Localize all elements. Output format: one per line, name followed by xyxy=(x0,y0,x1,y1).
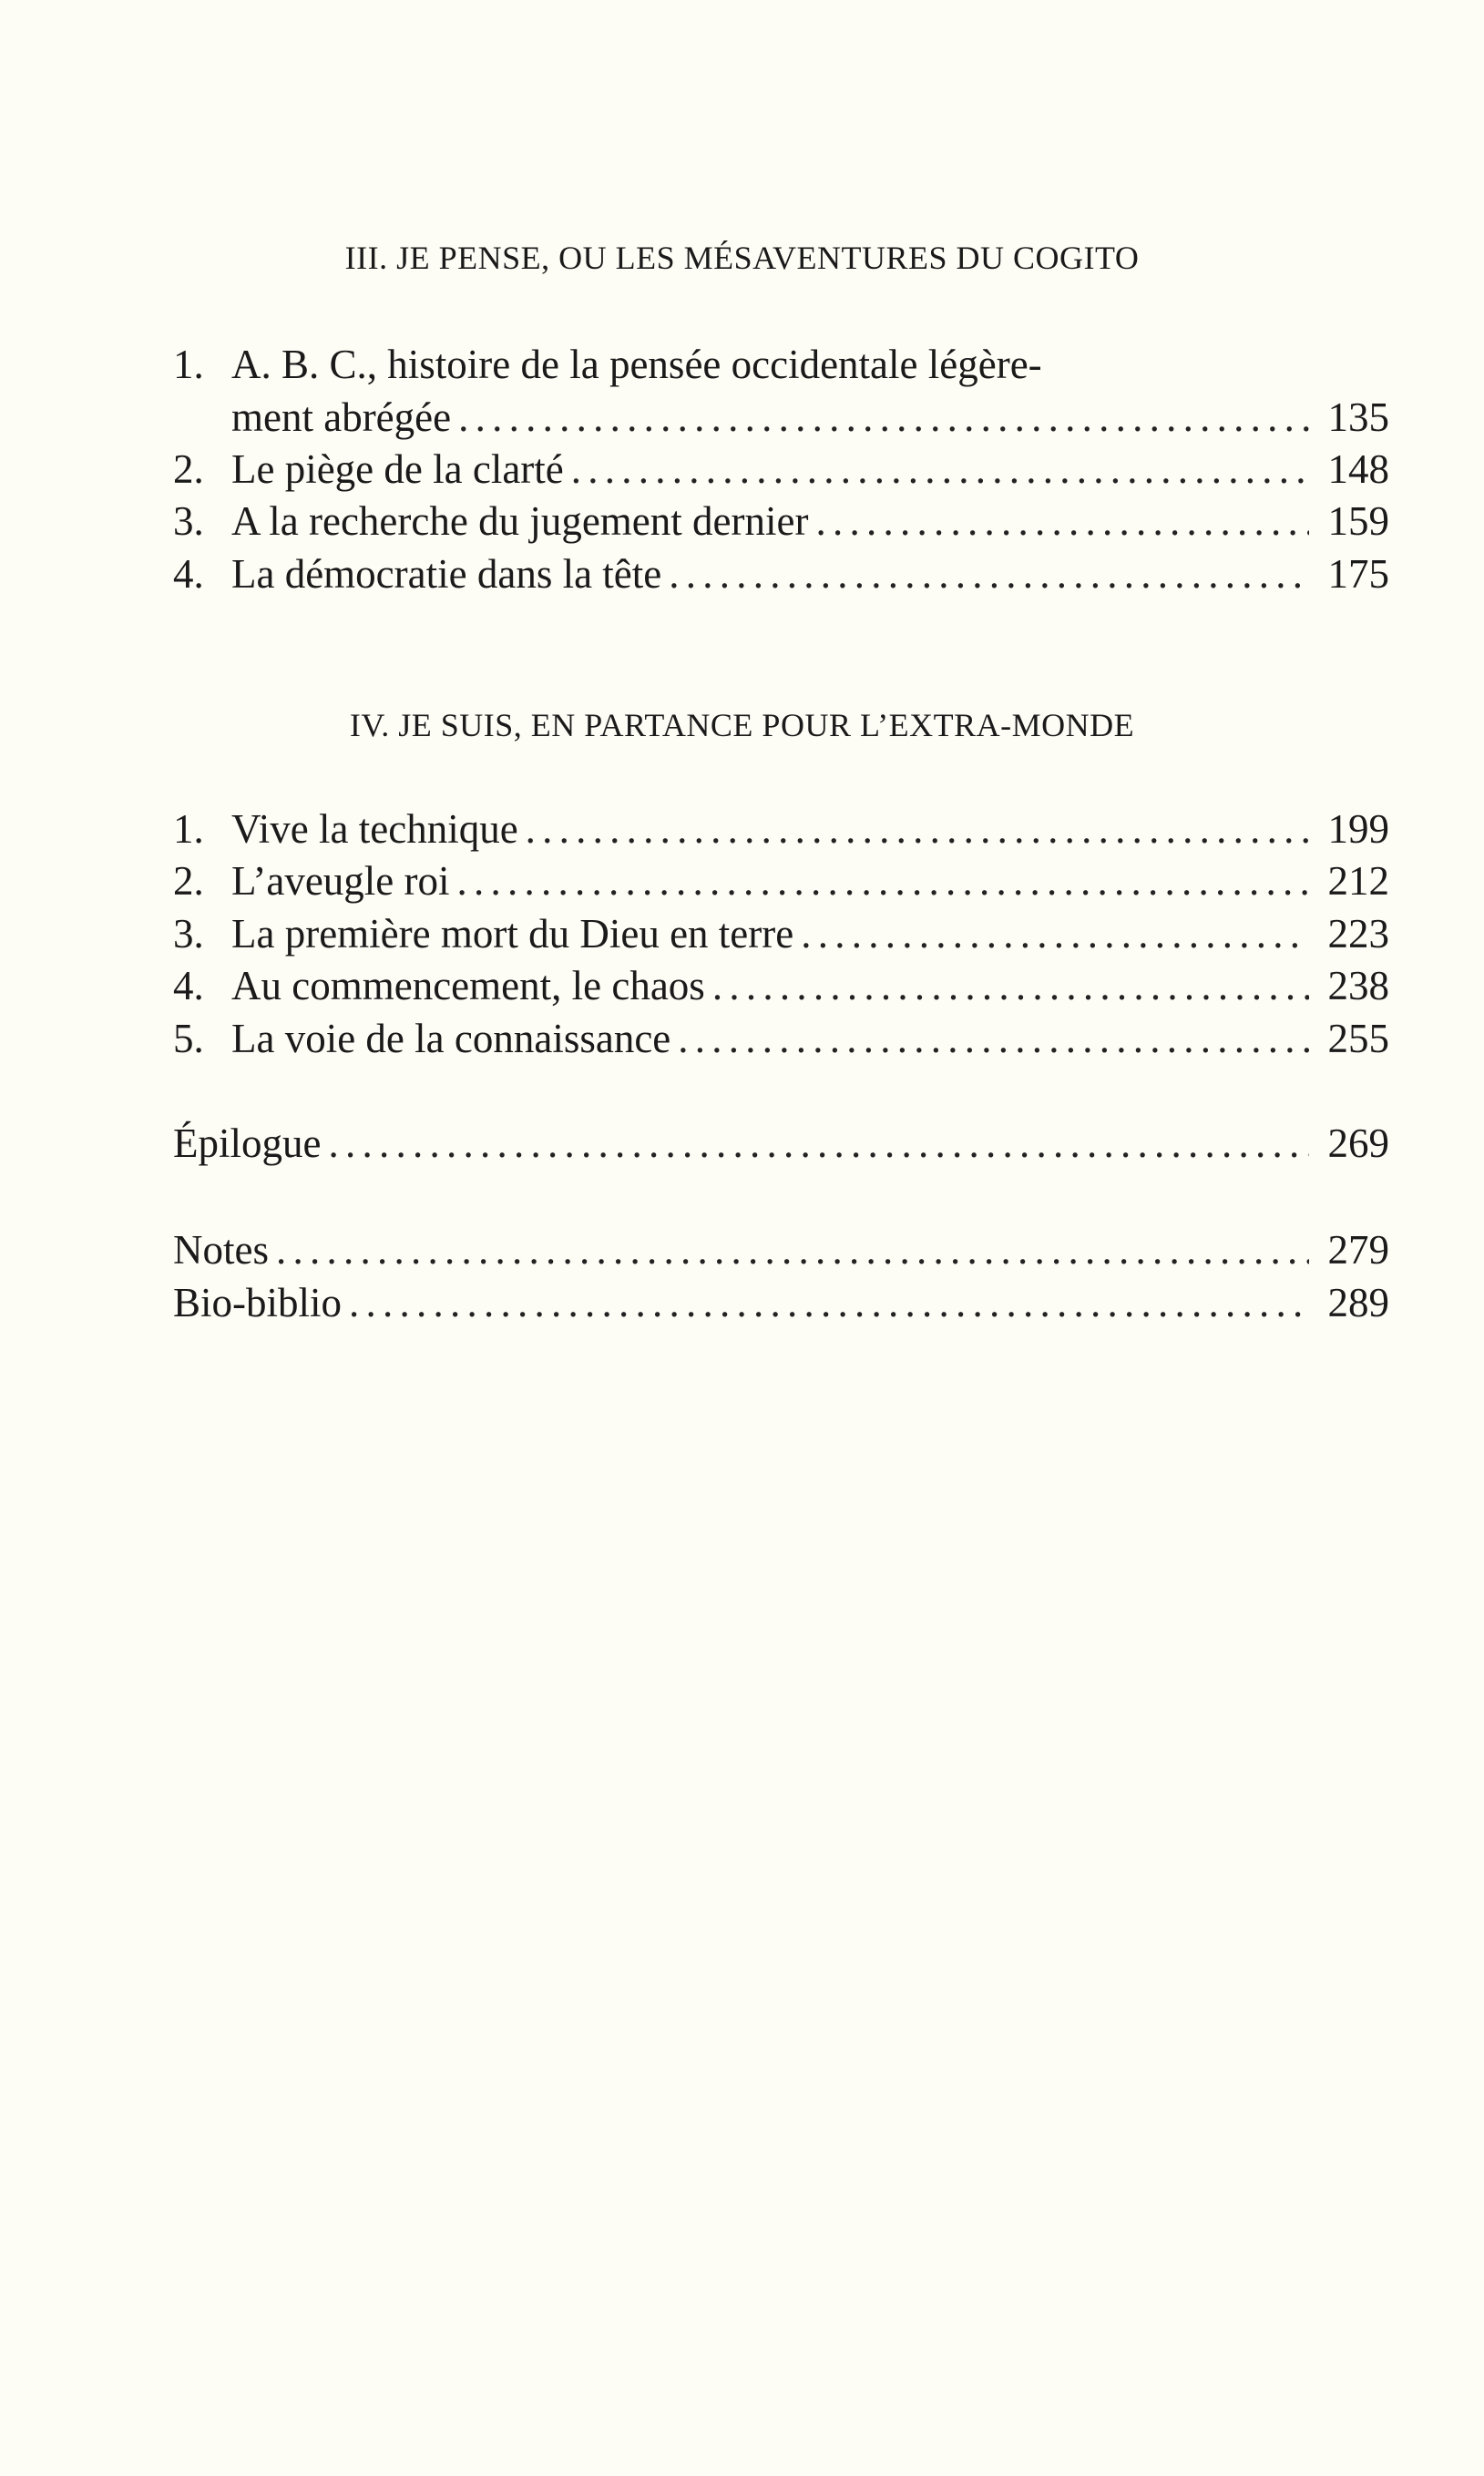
dot-leader xyxy=(457,854,1309,908)
entry-title: Le piège de la clarté xyxy=(231,446,564,492)
dot-leader xyxy=(526,802,1309,856)
entry-number: 2. xyxy=(173,858,204,904)
entry-title: ment abrégée xyxy=(231,394,452,440)
dot-leader xyxy=(276,1223,1309,1277)
section-heading-iv: IV. JE SUIS, EN PARTANCE POUR L’EXTRA-MONDE xyxy=(349,707,1135,743)
dot-leader xyxy=(815,494,1309,548)
entry-page: 159 xyxy=(1327,498,1389,544)
entry-page: 175 xyxy=(1327,551,1389,597)
toc-entry-bio-biblio xyxy=(173,1275,1389,1330)
dot-leader xyxy=(349,1275,1309,1330)
toc-entry xyxy=(173,494,1389,548)
dot-leader xyxy=(712,958,1309,1013)
entry-title: Épilogue xyxy=(173,1120,322,1166)
entry-number: 3. xyxy=(173,498,204,544)
toc-entry xyxy=(173,802,1389,856)
entry-page: 212 xyxy=(1327,858,1389,904)
entry-title: La voie de la connaissance xyxy=(231,1016,671,1061)
entry-number: 1. xyxy=(173,806,204,852)
entry-title: Notes xyxy=(173,1227,269,1273)
entry-title: La démocratie dans la tête xyxy=(231,551,662,597)
entry-title: A. B. C., histoire de la pensée occidentale légère- xyxy=(231,342,1042,387)
entry-page: 223 xyxy=(1327,911,1389,957)
entry-title: Vive la technique xyxy=(231,806,518,852)
entry-number: 4. xyxy=(173,963,204,1008)
toc-entry-epilogue xyxy=(173,1116,1389,1171)
entry-number: 5. xyxy=(173,1016,204,1061)
entry-page: 269 xyxy=(1327,1120,1389,1166)
entry-number: 1. xyxy=(173,342,204,387)
entry-page: 255 xyxy=(1327,1016,1389,1061)
entry-title: Bio-biblio xyxy=(173,1280,343,1325)
toc-entry xyxy=(231,390,1389,445)
toc-entry xyxy=(173,547,1389,601)
dot-leader xyxy=(571,442,1309,496)
toc-entry xyxy=(173,854,1389,908)
entry-title: La première mort du Dieu en terre xyxy=(231,911,794,957)
dot-leader xyxy=(678,1011,1309,1066)
entry-page: 238 xyxy=(1327,963,1389,1008)
entry-number: 4. xyxy=(173,551,204,597)
entry-page: 148 xyxy=(1327,446,1389,492)
section-heading-iii: III. JE PENSE, OU LES MÉSAVENTURES DU COGITO xyxy=(344,240,1140,276)
entry-title: L’aveugle roi xyxy=(231,858,450,904)
toc-entry xyxy=(173,906,1389,961)
toc-entry xyxy=(173,442,1389,496)
entry-title: Au commencement, le chaos xyxy=(231,963,705,1008)
toc-entry xyxy=(173,1011,1389,1066)
toc-entry xyxy=(173,337,1389,392)
toc-entry xyxy=(173,958,1389,1013)
toc-entry-notes xyxy=(173,1223,1389,1277)
entry-title: A la recherche du jugement dernier xyxy=(231,498,809,544)
entry-page: 135 xyxy=(1327,394,1389,440)
dot-leader xyxy=(328,1116,1309,1171)
entry-page: 289 xyxy=(1327,1280,1389,1325)
dot-leader xyxy=(801,906,1309,961)
dot-leader xyxy=(669,547,1309,601)
dot-leader xyxy=(458,390,1309,445)
entry-page: 199 xyxy=(1327,806,1389,852)
entry-number: 2. xyxy=(173,446,204,492)
entry-number: 3. xyxy=(173,911,204,957)
entry-page: 279 xyxy=(1327,1227,1389,1273)
